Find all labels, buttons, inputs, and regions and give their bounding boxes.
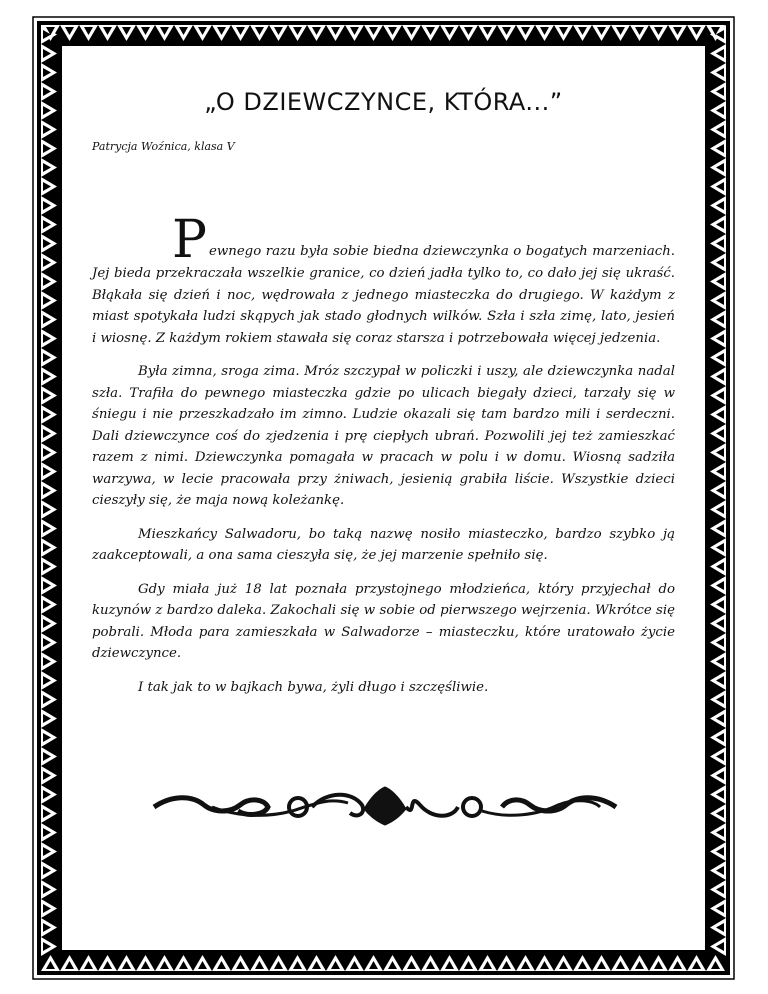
author-line: Patrycja Woźnica, klasa V	[92, 140, 235, 153]
paragraph-4: Gdy miała już 18 lat poznała przystojnego młodzieńca, który przyjechał do kuzynów z bardzo daleka. Zakochali się w sobie od pierwszego wejrzenia. Wkrótce się pobrali. Młoda para zamieszkała w Salwadorze – miasteczku, które uratowało życie dziewczynce.	[92, 581, 675, 661]
paragraph-2: Była zimna, sroga zima. Mróz szczypał w policzki i uszy, ale dziewczynka nadal szła. Trafiła do pewnego miasteczka gdzie po ulicach biegały dzieci, tarzały się w śniegu i nie przeszkadzało im zimno. Ludzie okazali się tam bardzo mili i serdeczni. Dali dziewczynce coś do zjedzenia i prę ciepłych ubrań. Pozwolili jej też zamieszkać razem z nimi. Dziewczynka pomagała w pracach w polu i w domu. Wiosną sadziła warzywa, w lecie pracowała przy żniwach, jesienią grabiła liście. Wszystkie dzieci cieszyły się, że maja nową koleżankę.	[92, 364, 675, 508]
paragraph-1-rest: bieda przekraczała wszelkie granice, co dzień jadła tylko to, co dało jej się ukraść. Błąkała się dzień i noc, wędrowała z jednego miasteczka do drugiego. W każdym z miast spotykała ludzi skąpych jak stado głodnych wilków. Szła i szła zimę, lato, jesień i wiosnę. Z każdym rokiem stawała się coraz starsza i potrzebowała więcej jedzenia.	[92, 266, 675, 346]
story-content	[92, 82, 675, 710]
paragraph-3: Mieszkańcy Salwadoru, bo taką nazwę nosiło miasteczko, bardzo szybko ją zaakceptowali, a ona sama cieszyła się, że jej marzenie spełniło się.	[92, 526, 675, 563]
first-line-text: ewnego razu była sobie biedna dziewczynka o bogatych marzeniach. Jej	[92, 244, 675, 281]
story-title: „O DZIEWCZYNCE, KTÓRA...”	[204, 88, 563, 116]
paragraph-5: I tak jak to w bajkach bywa, żyli długo i szczęśliwie.	[138, 679, 489, 695]
paragraph-1	[92, 210, 675, 349]
drop-cap: P	[172, 210, 207, 270]
ornament-divider	[152, 785, 618, 827]
